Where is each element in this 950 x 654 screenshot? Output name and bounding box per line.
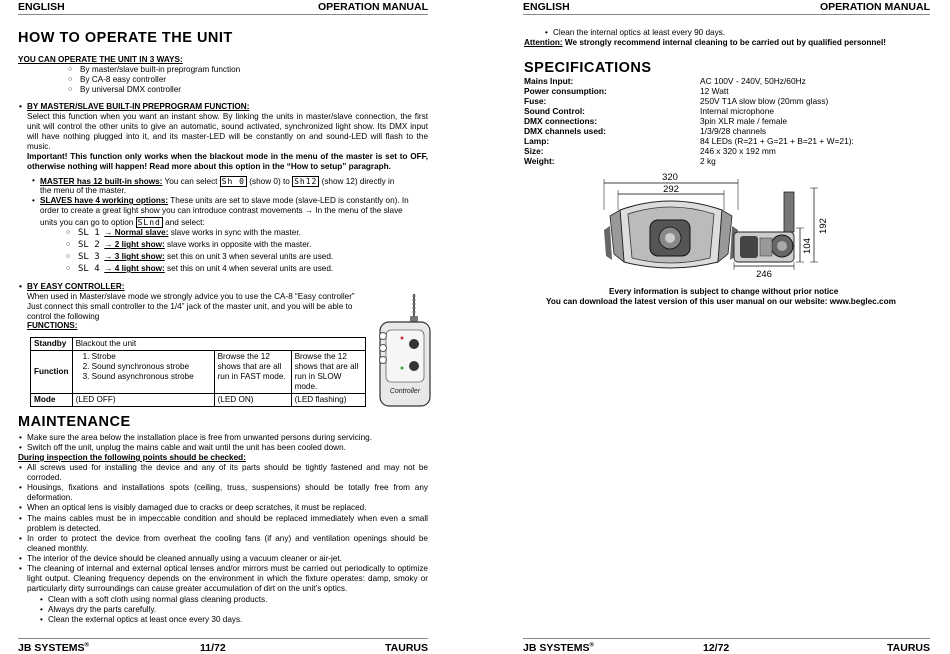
dim-292: 292 [663,184,679,195]
table-row [31,338,366,351]
left-header [18,0,428,15]
master-text: (show 12) directly in [319,177,395,186]
function-item: 1. Strobe [82,352,116,361]
table-cell: (LED flashing) [291,394,365,407]
functions-table [30,337,366,407]
spec-label: Sound Control: [524,106,585,116]
inspection-item: • The interior of the device should be cleaned annually using a vacuum cleaner or air-jet. [27,554,428,564]
slave-desc: slave works in opposite with the master. [164,240,312,249]
ways-heading: YOU CAN OPERATE THE UNIT IN 3 WAYS: [18,55,183,64]
slave-option [78,264,333,274]
spec-label: Fuse: [524,96,547,106]
inspection-item: • The cleaning of internal and external optical lenses and/or mirrors must be carried out periodically to optimize light output. Cleaning frequency depends on the environment in which the fixture operates: damp, smoky or particularly dirty surroundings can cause greater accumulation of dirt on the unit’s optics. [27,564,428,594]
function-item: 2. Sound synchronous strobe [82,362,190,371]
ms-paragraph: Select this function when you want an instant show. By linking the units in master/slave connection, the first unit will control the other units to give an automatic, sound activated, synchronized light show. Its DMX input will have nothing plugged into it, and its master-LED will be constantly on and sound-LED will flash to the music. [27,112,428,151]
way-item: ○ By universal DMX controller [80,85,181,95]
spec-value: 12 Watt [700,86,729,96]
slave-label: → 4 light show: [104,264,165,273]
slaves-text: These units are set to slave mode (slave-LED is constantly on). In [168,196,409,205]
slaves-text: units you can go to option [40,218,136,227]
ca8-controller-illustration [374,292,432,410]
inspection-item: • The mains cables must be in impeccable condition and should be replaced immediately when even a small problem is detected. [27,514,428,534]
slave-option [78,252,333,262]
table-cell: (LED ON) [214,394,291,407]
table-cell: Mode [31,394,73,407]
spec-label: Lamp: [524,136,550,146]
slave-desc: slave works in sync with the master. [168,228,301,237]
footer-model: TAURUS [385,642,428,654]
spec-value: Internal microphone [700,106,775,116]
brand-text: JB SYSTEMS [523,642,590,654]
cleaning-sub-item: • Always dry the parts carefully. [48,605,156,615]
lcd-show-12: Sh12 [294,177,318,186]
footer-page-number: 12/72 [703,642,730,654]
attention-label: Attention: [524,38,563,47]
slave-code: SL 2 [78,240,100,250]
maint-bullet: • Make sure the area below the installation place is free from unwanted persons during servicing. [27,433,372,443]
table-row [31,394,366,407]
lcd-show-0: Sh 0 [221,177,245,186]
slave-label: → 2 light show: [104,240,165,249]
table-cell: Blackout the unit [72,338,365,351]
cleaning-sub-item: • Clean with a soft cloth using normal glass cleaning products. [48,595,267,605]
cell-line: shows that are all [217,362,282,371]
function-item: 3. Sound asynchronous strobe [82,372,194,381]
table-cell [72,351,214,394]
slave-option [78,240,311,250]
internal-optics-bullet: • Clean the internal optics at least every 90 days. [553,28,725,38]
right-footer-wrap [523,0,930,654]
footer-page-number: 11/72 [200,642,226,654]
dim-192: 192 [818,218,829,234]
table-row [31,351,366,394]
table-cell: (LED OFF) [72,394,214,407]
header-doc-title: OPERATION MANUAL [317,1,428,13]
ms-heading: • BY MASTER/SLAVE BUILT-IN PREPROGRAM FUNCTION: [27,102,249,112]
maint-bullet: • Switch off the unit, unplug the mains cable and wait until the unit has been cooled down. [27,443,346,453]
footer-model: TAURUS [887,642,930,654]
master-text: You can select [162,177,220,186]
registered-mark: ® [84,642,89,649]
table-cell [291,351,365,394]
slave-label: → 3 light show: [104,252,165,261]
spec-label: Mains Input: [524,76,574,86]
spec-value: 2 kg [700,156,716,166]
master-heading: MASTER has 12 built-in shows: [40,177,163,186]
master-text: (show 0) to [247,177,293,186]
section-title-maintenance: MAINTENANCE [18,414,131,430]
spec-label: DMX connections: [524,116,598,126]
footer-brand [523,642,594,654]
cleaning-sub-item: • Clean the external optics at least once every 30 days. [48,615,242,625]
lcd-slave-mode: SLnd [137,218,161,227]
spec-value: 3pin XLR male / female [700,116,788,126]
slave-code: SL 3 [78,252,100,262]
slave-code: SL 4 [78,264,100,274]
easy-heading: • BY EASY CONTROLLER: [27,282,125,292]
change-notice: Every information is subject to change without prior notice [609,287,839,296]
spec-value: 1/3/9/28 channels [700,126,767,136]
way-item: ○ By master/slave built-in preprogram function [80,65,240,75]
left-page [18,0,428,654]
cell-line: run in FAST mode. [217,372,286,381]
table-cell [214,351,291,394]
controller-label: Controller [389,388,421,395]
slaves-line-3 [40,217,205,228]
functions-heading: FUNCTIONS: [27,321,78,330]
attention-text: We strongly recommend internal cleaning to be carried out by qualified personnel! [562,38,886,47]
download-notice: You can download the latest version of this user manual on our website: www.beglec.com [546,297,896,306]
left-footer [18,638,428,654]
easy-line: control the following [27,312,100,321]
header-doc-title: OPERATION MANUAL [819,1,930,13]
header-language: ENGLISH [18,1,65,13]
table-cell: Standby [31,338,73,351]
brand-text: JB SYSTEMS [18,642,85,654]
spec-label: Weight: [524,156,555,166]
table-cell: Function [31,351,73,394]
easy-line: When used in Master/slave mode we strongly advice you to use the CA-8 “Easy controller” [27,292,355,301]
spec-value: 246 x 320 x 192 mm [700,146,776,156]
right-footer [523,638,930,654]
easy-line: Just connect this small controller to the 1/4” jack of the master unit, and you will be able to [27,302,353,311]
slaves-line [40,196,409,206]
slave-desc: set this on unit 3 when several units are used. [164,252,334,261]
spec-value: 250V T1A slow blow (20mm glass) [700,96,829,106]
spec-label: Size: [524,146,544,156]
slaves-text: and select: [162,218,205,227]
spec-value: AC 100V - 240V, 50Hz/60Hz [700,76,806,86]
spec-value: 84 LEDs (R=21 + G=21 + B=21 + W=21): [700,136,854,146]
cell-line: run in SLOW mode. [294,372,342,391]
footer-brand [18,642,89,654]
cell-line: Browse the 12 [217,352,270,361]
inspection-item: • In order to protect the device from overheat the cooling fans (if any) and ventilation openings should be cleaned monthly. [27,534,428,554]
section-title-operate: HOW TO OPERATE THE UNIT [18,30,233,46]
dim-320: 320 [662,172,678,183]
section-title-specifications: SPECIFICATIONS [524,60,652,76]
ms-important: Important! This function only works when the blackout mode in the menu of the master is set to OFF, otherwise nothing will happen! Read more about this option in the “How to setup” paragraph. [27,152,428,171]
slaves-heading: SLAVES have 4 working options: [40,196,169,205]
master-line-2: the menu of the master. [40,186,127,195]
slaves-line-2: order to create a great light show you can introduce contrast movements → In the menu of the slave [40,206,403,215]
dim-246: 246 [756,269,772,280]
slave-label: → Normal slave: [104,228,169,237]
slave-option [78,228,301,238]
header-language: ENGLISH [523,1,570,13]
spec-label: DMX channels used: [524,126,606,136]
inspection-item: • Housings, fixations and installations spots (ceiling, truss, suspensions) should be totally free from any deformation. [27,483,428,503]
cell-line: shows that are all [294,362,359,371]
dim-104: 104 [802,238,813,254]
slave-code: SL 1 [78,228,100,238]
inspection-item: • When an optical lens is visibly damaged due to cracks or deep scratches, it must be replaced. [27,503,428,513]
cell-line: Browse the 12 [294,352,347,361]
slave-desc: set this on unit 4 when several units are used. [164,264,334,273]
way-item: ○ By CA-8 easy controller [80,75,166,85]
inspection-heading: During inspection the following points should be checked: [18,453,246,462]
registered-mark: ® [589,642,594,649]
spec-label: Power consumption: [524,86,607,96]
inspection-item: • All screws used for installing the device and any of its parts should be tightly fastened and may not be corroded. [27,463,428,483]
